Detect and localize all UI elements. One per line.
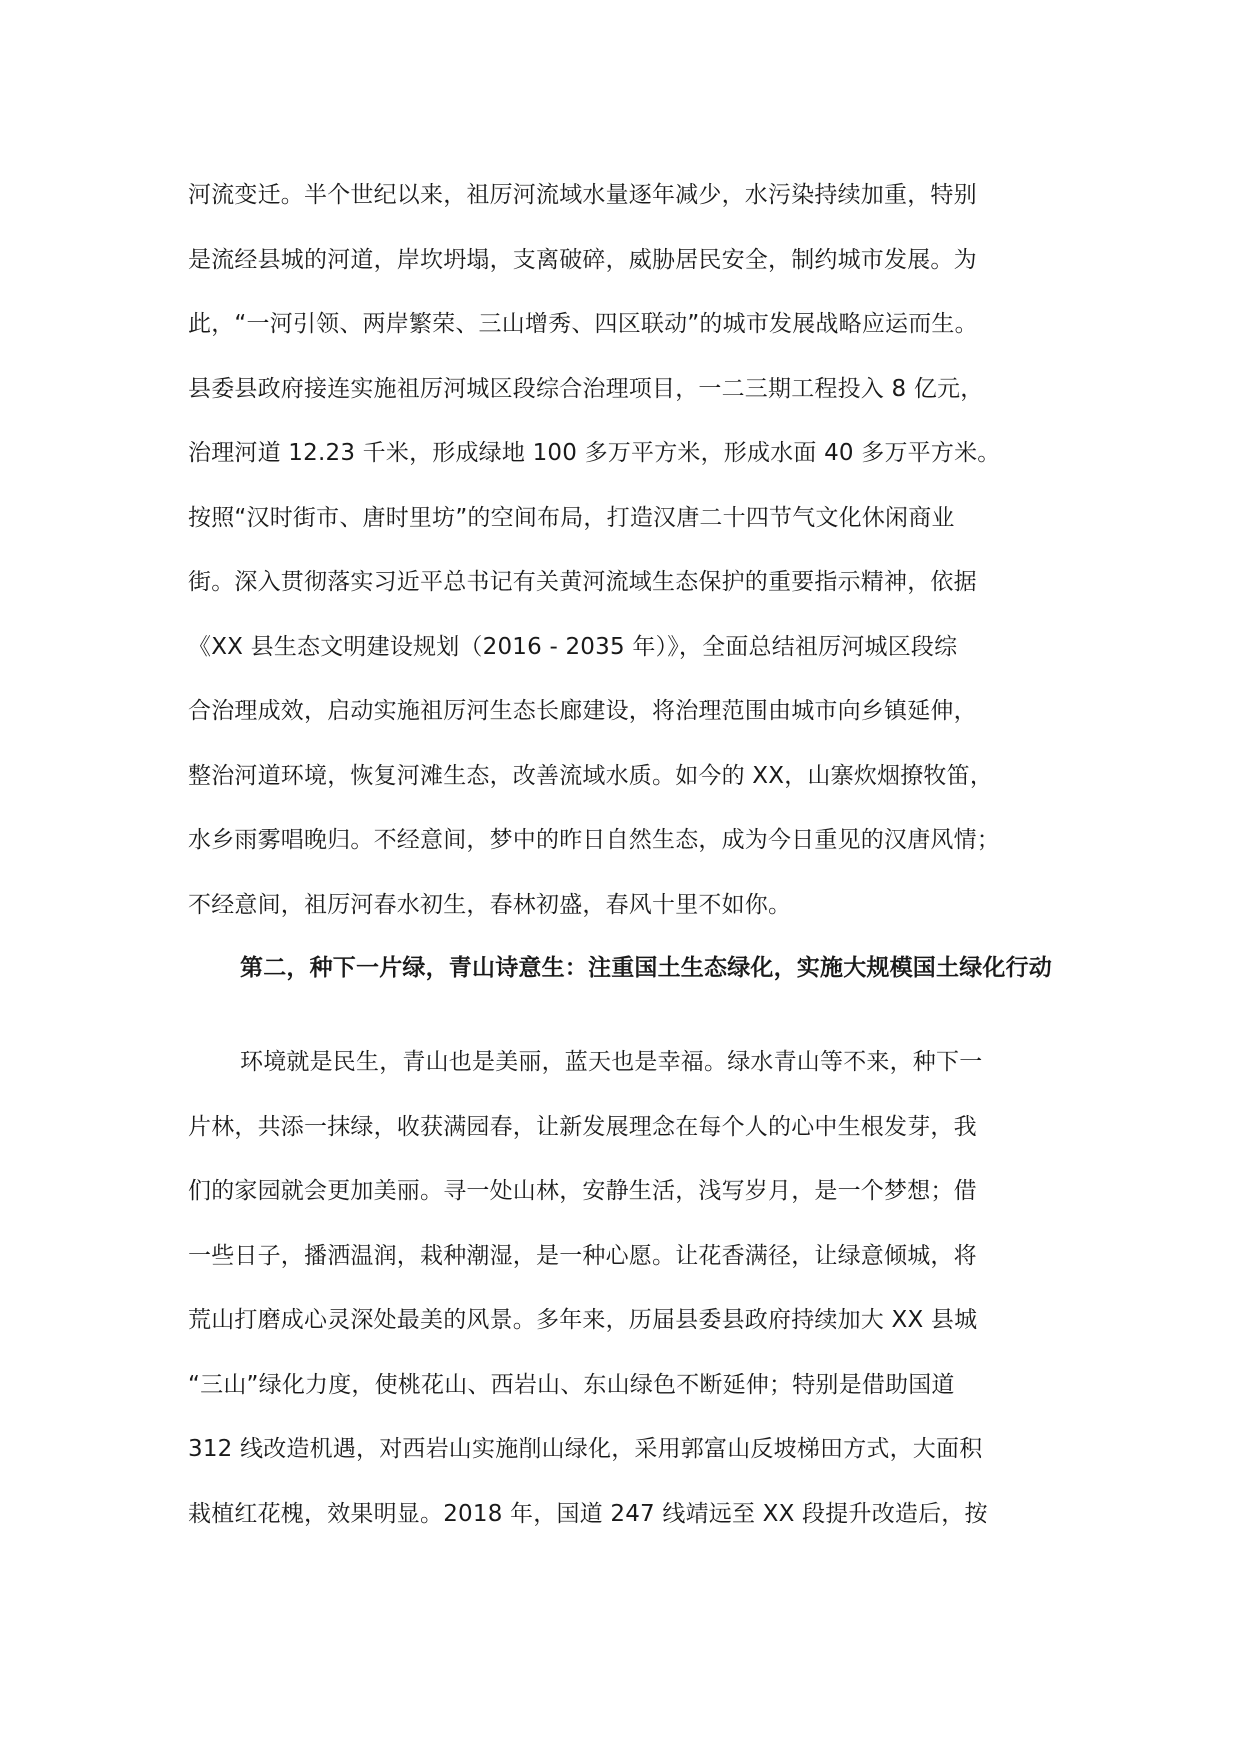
- paragraph-line: 治理河道 12.23 千米，形成绿地 100 多万平方米，形成水面 40 多万平方米。: [188, 440, 1001, 466]
- paragraph-line: 《XX 县生态文明建设规划（2016 - 2035 年）》，全面总结祖厉河城区段综: [188, 634, 958, 660]
- paragraph-line: 不经意间，祖厉河春水初生，春林初盛，春风十里不如你。: [188, 892, 792, 918]
- paragraph-line: 是流经县城的河道，岸坎坍塌，支离破碎，威胁居民安全，制约城市发展。为: [188, 247, 977, 273]
- paragraph-line: 片林，共添一抹绿，收获满园春，让新发展理念在每个人的心中生根发芽，我: [188, 1114, 977, 1140]
- paragraph-line: 环境就是民生，青山也是美丽，蓝天也是幸福。绿水青山等不来，种下一: [240, 1049, 983, 1075]
- paragraph-line: 此，“一河引领、两岸繁荣、三山增秀、四区联动”的城市发展战略应运而生。: [188, 311, 978, 337]
- paragraph-line: 荒山打磨成心灵深处最美的风景。多年来，历届县委县政府持续加大 XX 县城: [188, 1307, 978, 1333]
- paragraph-line: 按照“汉时街市、唐时里坊”的空间布局，打造汉唐二十四节气文化休闲商业: [188, 505, 955, 531]
- paragraph-line: 整治河道环境，恢复河滩生态，改善流域水质。如今的 XX，山寨炊烟撩牧笛，: [188, 763, 994, 789]
- paragraph-line: 们的家园就会更加美丽。寻一处山林，安静生活，浅写岁月，是一个梦想；借: [188, 1178, 977, 1204]
- paragraph-line: 312 线改造机遇，对西岩山实施削山绿化，采用郭富山反坡梯田方式，大面积: [188, 1436, 983, 1462]
- paragraph-line: “三山”绿化力度，使桃花山、西岩山、东山绿色不断延伸；特别是借助国道: [188, 1372, 955, 1398]
- paragraph-line: 河流变迁。半个世纪以来，祖厉河流域水量逐年减少，水污染持续加重，特别: [188, 182, 977, 208]
- paragraph-line: 县委县政府接连实施祖厉河城区段综合治理项目，一二三期工程投入 8 亿元，: [188, 376, 984, 402]
- section-heading: 第二，种下一片绿，青山诗意生：注重国土生态绿化，实施大规模国土绿化行动: [240, 955, 1052, 981]
- paragraph-line: 合治理成效，启动实施祖厉河生态长廊建设，将治理范围由城市向乡镇延伸，: [188, 698, 977, 724]
- paragraph-line: 街。深入贯彻落实习近平总书记有关黄河流域生态保护的重要指示精神，依据: [188, 569, 977, 595]
- paragraph-line: 栽植红花槐，效果明显。2018 年，国道 247 线靖远至 XX 段提升改造后，按: [188, 1501, 988, 1527]
- paragraph-line: 一些日子，播洒温润，栽种潮湿，是一种心愿。让花香满径，让绿意倾城，将: [188, 1243, 977, 1269]
- paragraph-line: 水乡雨雾唱晚归。不经意间，梦中的昨日自然生态，成为今日重见的汉唐风情；: [188, 827, 1000, 853]
